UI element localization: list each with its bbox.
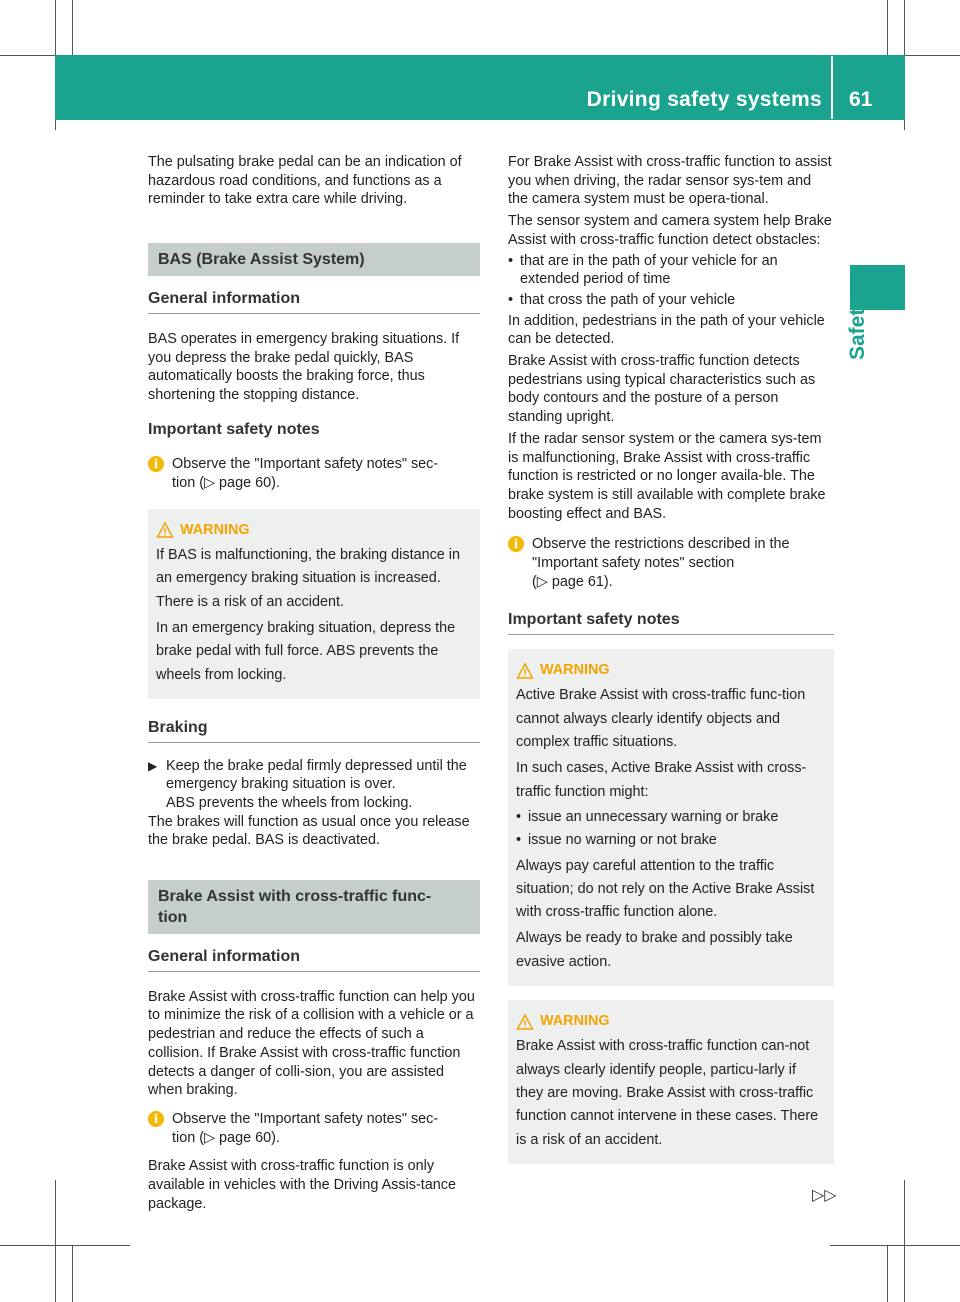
info-note <box>508 535 834 591</box>
body-text: Brake Assist with cross-traffic function detects pedestrians using typical characteristics such as body contours and the posture of a person standing upright. <box>508 353 816 426</box>
warning-text: Always pay careful attention to the traffic situation; do not rely on the Active Brake Assist with cross-traffic function alone. <box>516 857 815 921</box>
list-item-text: issue no warning or not brake <box>528 832 717 849</box>
section-heading-brake-assist <box>148 880 480 934</box>
bullet: • <box>508 252 514 269</box>
crop-mark <box>887 0 888 55</box>
warning-title <box>516 659 826 682</box>
list-item-text: that are in the path of your vehicle for an extended period of time <box>520 252 778 288</box>
instruction-result: ABS prevents the wheels from locking. <box>166 794 413 811</box>
warning-title-text: WARNING <box>540 662 610 679</box>
warning-triangle-icon <box>516 1013 534 1031</box>
page-reference-link[interactable]: tion (▷ page 60). <box>172 475 280 492</box>
warning-text: In such cases, Active Brake Assist with cross-traffic function might: <box>516 760 807 800</box>
subheading-safety-notes: Important safety notes <box>508 611 834 635</box>
warning-triangle-icon <box>516 662 534 680</box>
list-item <box>508 252 834 289</box>
continued-mark: ▷▷ <box>812 1187 837 1204</box>
crop-mark <box>830 1245 960 1246</box>
section-heading-text: tion <box>158 909 188 927</box>
bullet: • <box>516 808 522 825</box>
warning-text: Brake Assist with cross-traffic function can-not always clearly identify people, particu-larly if they are moving. Brake Assist with cross-traffic function cannot intervene in these cases. There is a risk of an accident. <box>516 1038 819 1148</box>
page-reference-link[interactable]: tion (▷ page 60). <box>172 1129 280 1146</box>
warning-title-text: WARNING <box>540 1013 610 1030</box>
page-number: 61 <box>849 88 873 111</box>
crop-mark <box>55 1180 56 1302</box>
list-item-text: that cross the path of your vehicle <box>520 291 736 308</box>
info-icon: i <box>508 536 524 552</box>
warning-text: Always be ready to brake and possibly take evasive action. <box>516 930 793 970</box>
page-reference-link[interactable]: (▷ page 61). <box>532 573 613 590</box>
warning-box <box>148 509 480 699</box>
section-heading-text: BAS (Brake Assist System) <box>158 251 365 269</box>
instruction-step <box>148 757 480 813</box>
warning-text: If BAS is malfunctioning, the braking distance in an emergency braking situation is increased. There is a risk of an accident. <box>156 547 460 610</box>
warning-text: In an emergency braking situation, depress the brake pedal with full force. ABS prevents the wheels from locking. <box>156 619 456 683</box>
body-text: If the radar sensor system or the camera sys-tem is malfunctioning, Brake Assist with cross-traffic function is restricted or no longer availa-ble. The brake system is still available with complete brake boosting effect and BAS. <box>508 430 826 522</box>
info-note-text: "Important safety notes" section <box>532 555 735 572</box>
info-note-text: Observe the "Important safety notes" sec- <box>172 456 439 473</box>
crop-mark <box>904 1180 905 1302</box>
info-note <box>148 1110 480 1147</box>
warning-box <box>508 649 834 986</box>
left-column <box>148 153 480 1213</box>
crop-mark <box>72 1245 73 1302</box>
crop-mark <box>0 1245 130 1246</box>
intro-text: The pulsating brake pedal can be an indication of hazardous road conditions, and functions as a reminder to take extra care while driving. <box>148 154 462 208</box>
bullet: • <box>508 291 514 308</box>
list-item <box>508 291 834 310</box>
info-note <box>148 455 480 492</box>
warning-title <box>156 519 472 542</box>
subheading-general-info: General information <box>148 948 480 972</box>
warning-title-text: WARNING <box>180 521 250 538</box>
body-text: In addition, pedestrians in the path of your vehicle can be detected. <box>508 312 825 348</box>
subheading-general-info: General information <box>148 290 480 314</box>
subheading-safety-notes: Important safety notes <box>148 420 320 438</box>
header-divider <box>831 56 833 119</box>
page-title: Driving safety systems <box>586 88 822 111</box>
bullet: • <box>516 832 522 849</box>
info-icon: i <box>148 1111 164 1127</box>
info-note-text: Observe the restrictions described in the <box>532 536 790 553</box>
warning-title <box>516 1010 826 1033</box>
general-info-text: BAS operates in emergency braking situations. If you depress the brake pedal quickly, BAS automatically boosts the braking force, thus shortening the stopping distance. <box>148 330 460 403</box>
list-item <box>516 806 826 829</box>
warning-text: Active Brake Assist with cross-traffic func-tion cannot always clearly identify objects and complex traffic situations. <box>516 687 806 751</box>
general-info-text: Brake Assist with cross-traffic function can help you to minimize the risk of a collision with a vehicle or a pedestrian and reduce the effects of such a collision. If Brake Assist with cross-traffic function detects a danger of colli-sion, you are assisted when braking. <box>148 988 475 1099</box>
body-text: For Brake Assist with cross-traffic function to assist you when driving, the radar sensor sys-tem and the camera system must be opera-tional. <box>508 154 832 208</box>
step-arrow-icon: ▶ <box>148 758 158 773</box>
body-text: The sensor system and camera system help Brake Assist with cross-traffic function detect obstacles: <box>508 213 832 248</box>
crop-mark <box>887 1245 888 1302</box>
crop-mark <box>72 0 73 55</box>
subheading-braking: Braking <box>148 719 480 743</box>
list-item-text: issue an unnecessary warning or brake <box>528 808 779 825</box>
instruction-text: Keep the brake pedal firmly depressed until the emergency braking situation is over. <box>166 757 467 793</box>
warning-box <box>508 1000 834 1164</box>
list-item <box>516 829 826 852</box>
braking-release-text: The brakes will function as usual once you release the brake pedal. BAS is deactivated. <box>148 813 470 849</box>
info-note-text: Observe the "Important safety notes" sec- <box>172 1110 439 1127</box>
section-label: Safety <box>846 296 869 360</box>
info-icon: i <box>148 456 164 472</box>
availability-text: Brake Assist with cross-traffic function is only available in vehicles with the Driving Assis-tance package. <box>148 1158 456 1212</box>
section-heading-bas <box>148 243 480 276</box>
warning-triangle-icon <box>156 521 174 539</box>
right-column <box>508 153 834 1164</box>
section-heading-text: Brake Assist with cross-traffic func- <box>158 888 432 906</box>
